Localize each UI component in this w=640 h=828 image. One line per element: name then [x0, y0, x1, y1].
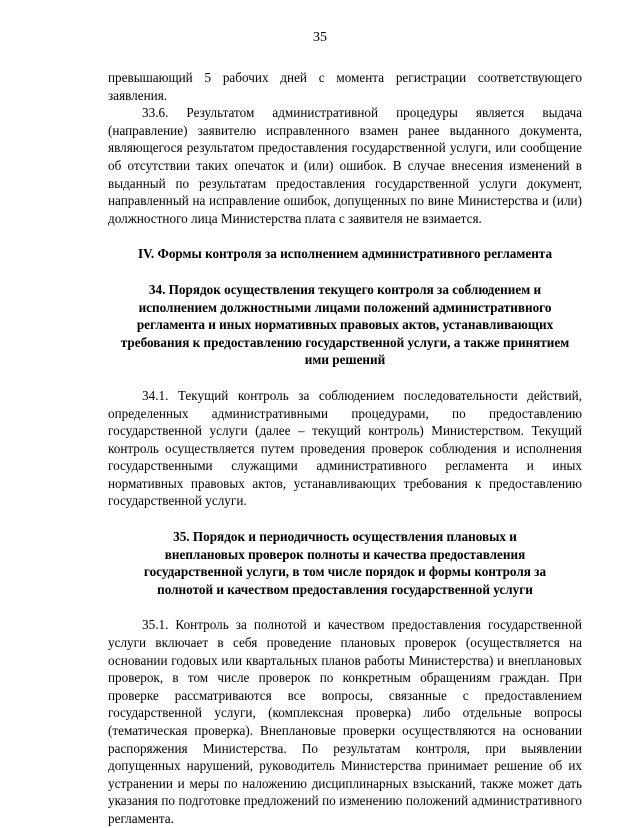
paragraph-33-6: 33.6. Результатом административной процедуры является выдача (направление) заявителю исправленного взамен ранее выданного документа, являющегося результатом предоставления государственной услуги, или сообщение об отсутствии таких опечаток и (или) ошибок. В случае внесения изменений в выданный по результатам предоставления государственной услуги документ, направленный на исправление ошибок, допущенных по вине Министерства и (или) должностного лица Министерства плата с заявителя не взимается. — [108, 105, 582, 226]
paragraph-continuation: превышающий 5 рабочих дней с момента регистрации соответствующего заявления. — [108, 70, 582, 103]
paragraph-35-1: 35.1. Контроль за полнотой и качеством предоставления государственной услуги включает в себя проведение плановых проверок (осуществляется на основании годовых или квартальных планов работы Министерства) и внеплановых проверок, в том числе проверок по конкретным обращениям граждан. При проверке рассматриваются все вопросы, связанные с предоставлением государственной услуги, (комплексная проверка) либо отдельные вопросы (тематическая проверка). Внеплановые проверки осуществляются на основании распоряжения Министерства. По результатам контроля, при выявлении допущенных нарушений, руководитель Министерства принимает решение об их устранении и меры по наложению дисциплинарных взысканий, также может дать указания по подготовке предложений по изменению положений административного регламента. — [108, 617, 582, 826]
document-body — [108, 69, 582, 828]
subsection-heading-34: 34. Порядок осуществления текущего контроля за соблюдением и исполнением должностными лицами положений административного регламента и иных нормативных правовых актов, устанавливающих требования к предоставлению государственной услуги, а также принятием ими решений — [120, 281, 570, 368]
subsection-heading-35: 35. Порядок и периодичность осуществления плановых и внеплановых проверок полноты и качества предоставления государственной услуги, в том числе порядок и формы контроля за полнотой и качеством предоставления государственной услуги — [143, 529, 547, 597]
page-number: 35 — [313, 30, 327, 45]
paragraph-34-1: 34.1. Текущий контроль за соблюдением последовательности действий, определенных административными процедурами, по предоставлению государственной услуги (далее – текущий контроль) Министерством. Текущий контроль осуществляется путем проведения проверок соблюдения и исполнения государственными служащими административного регламента и иных нормативных правовых актов, устанавливающих требования к предоставлению государственной услуги. — [108, 387, 582, 509]
section-heading-iv: IV. Формы контроля за исполнением административного регламента — [137, 246, 553, 262]
